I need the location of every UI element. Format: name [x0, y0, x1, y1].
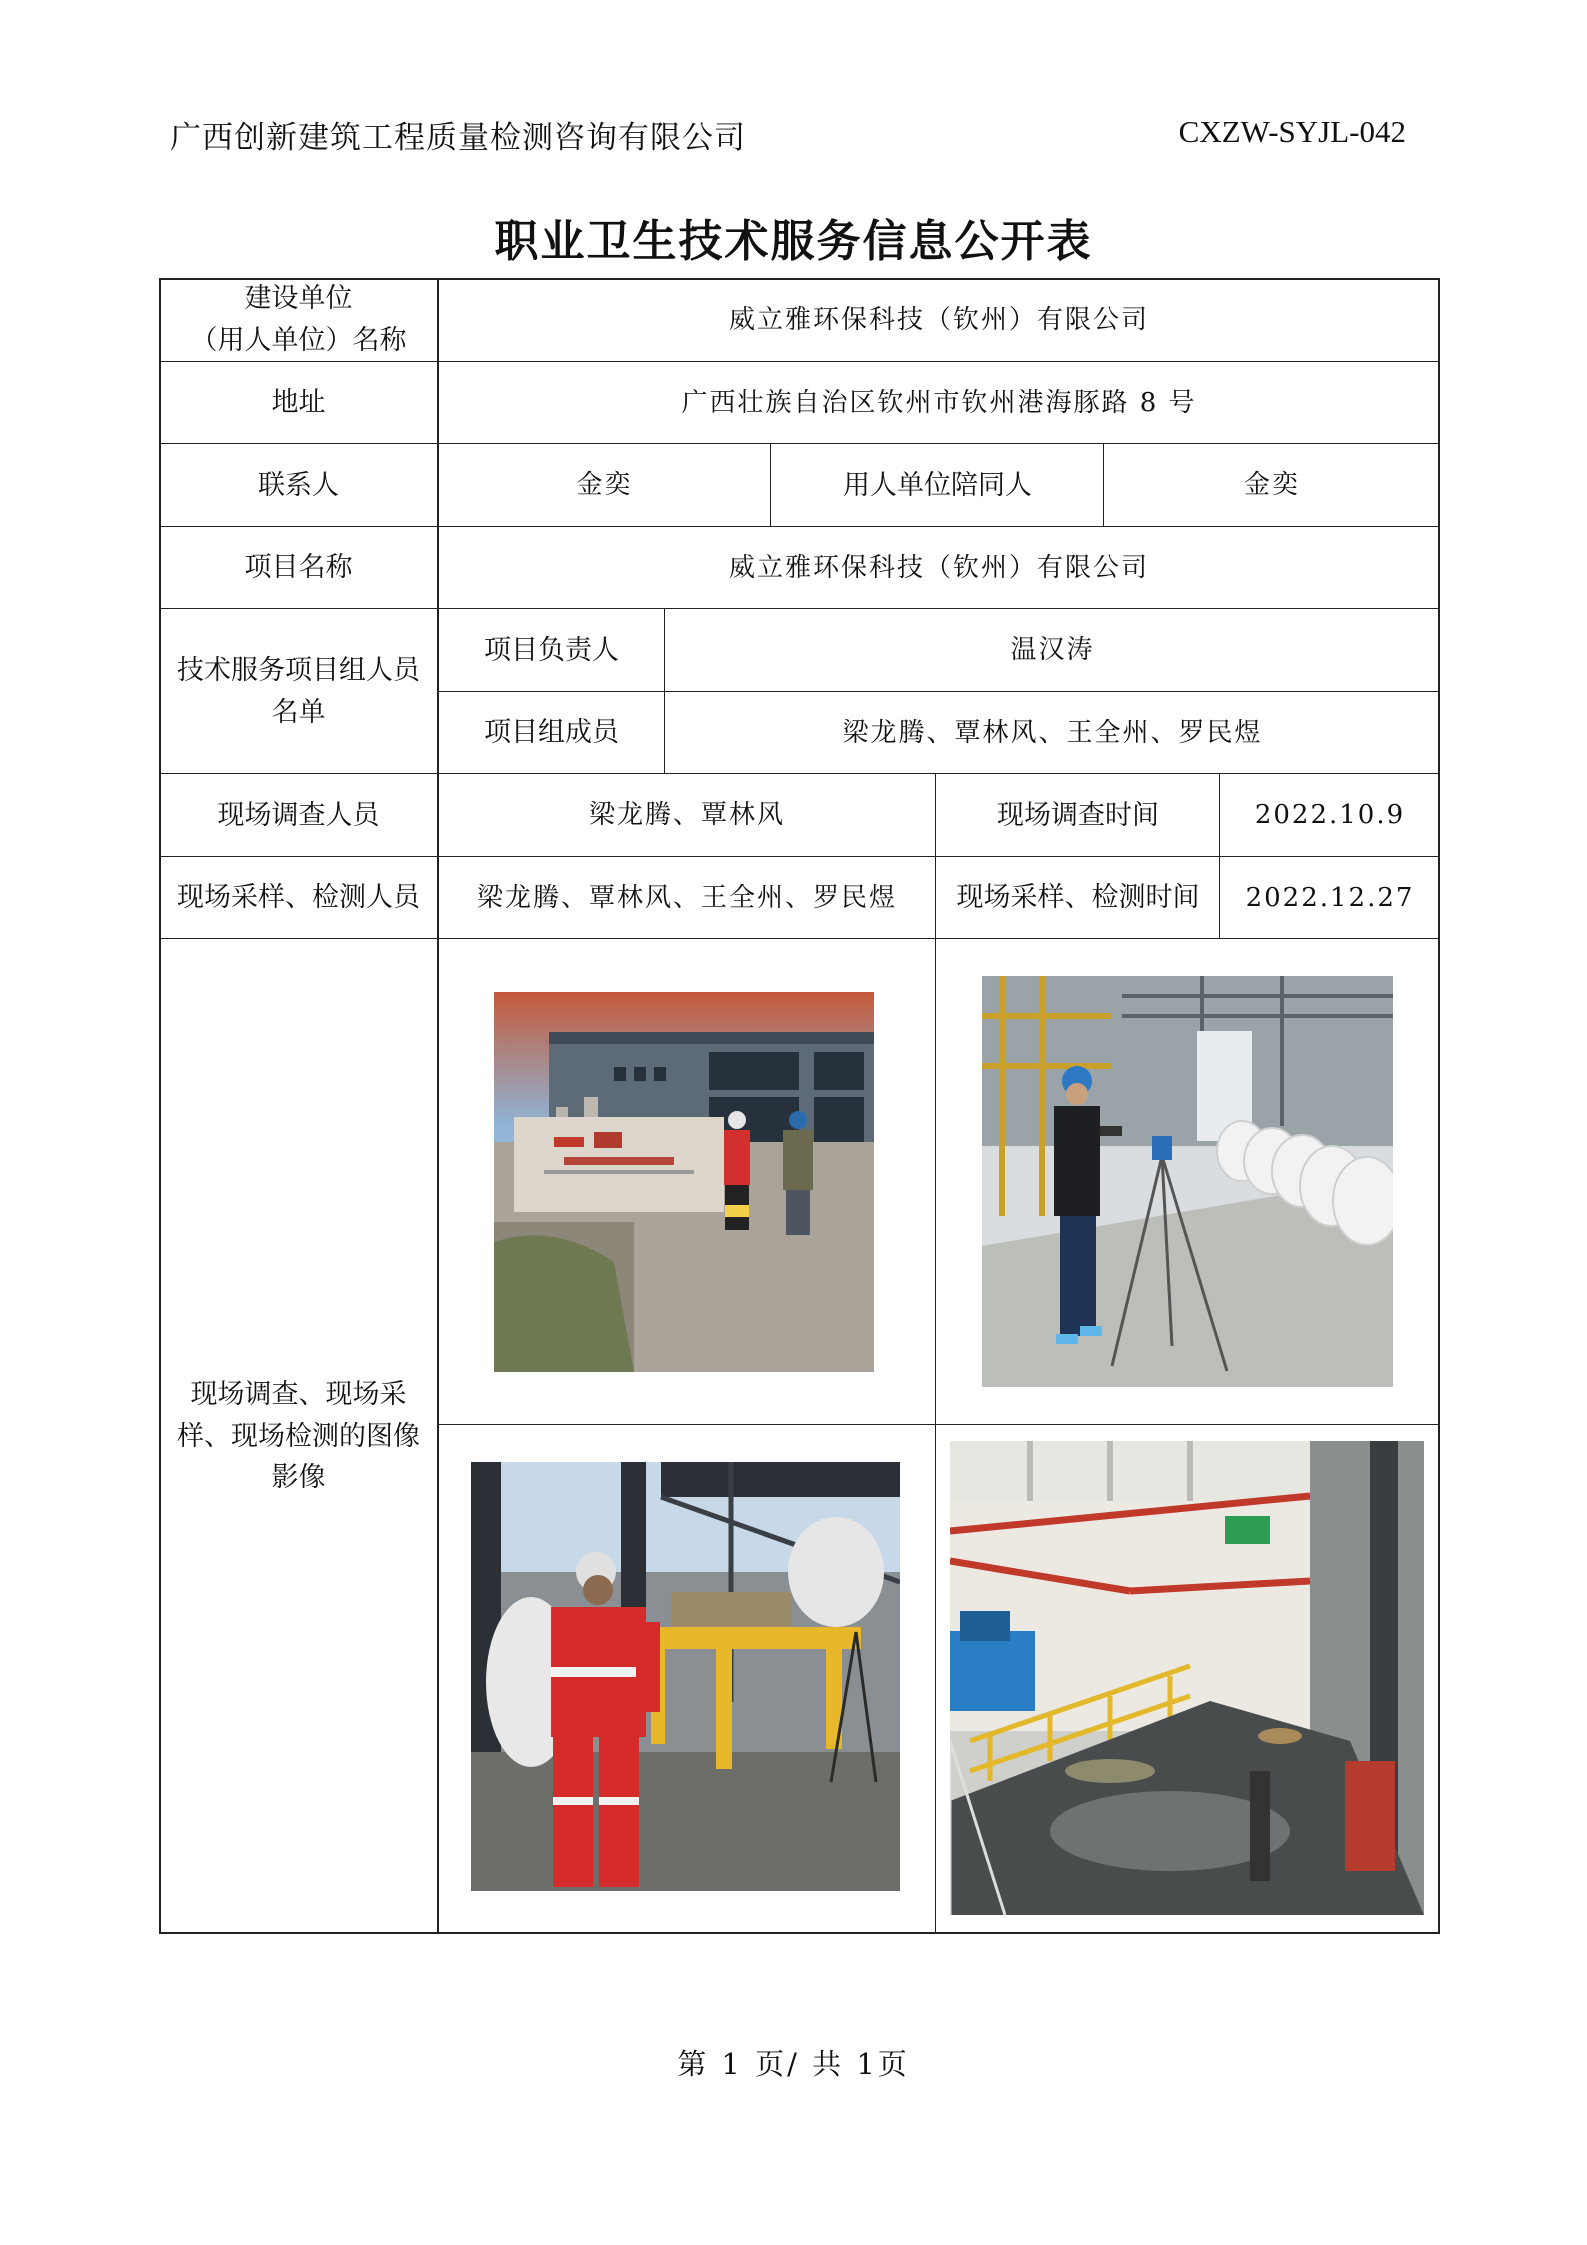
survey-time-value: 2022.10.9: [1254, 800, 1406, 831]
address-label: 地址: [271, 387, 326, 419]
unit-name-label: 建设单位 （用人单位）名称: [190, 283, 407, 356]
escort-value: 金奕: [1243, 470, 1300, 501]
escort-label: 用人单位陪同人: [843, 469, 1032, 501]
site-photo-sampling-worker: [471, 1462, 900, 1891]
survey-staff-label: 现场调查人员: [217, 799, 380, 831]
contact-value: 金奕: [576, 470, 633, 501]
project-leader-label: 项目负责人: [484, 634, 619, 666]
company-name: 广西创新建筑工程质量检测咨询有限公司: [170, 120, 746, 156]
contact-label: 联系人: [258, 469, 339, 501]
sampling-time-value: 2022.12.27: [1245, 882, 1415, 913]
info-table: [159, 278, 1440, 1934]
sampling-time-label: 现场采样、检测时间: [956, 882, 1200, 914]
unit-name-value: 威立雅环保科技（钦州）有限公司: [728, 304, 1149, 335]
team-members-label: 项目组成员: [484, 717, 619, 749]
sampling-staff-value: 梁龙腾、覃林风、王全州、罗民煜: [476, 882, 897, 913]
project-name-value: 威立雅环保科技（钦州）有限公司: [728, 552, 1149, 583]
project-name-label: 项目名称: [244, 552, 353, 584]
site-images-label: 现场调查、现场采样、现场检测的图像影像: [177, 1378, 420, 1494]
site-photo-warehouse: [982, 976, 1393, 1387]
survey-staff-value: 梁龙腾、覃林风: [588, 800, 785, 831]
sampling-staff-label: 现场采样、检测人员: [177, 882, 420, 914]
page-title: 职业卫生技术服务信息公开表: [494, 216, 1093, 267]
survey-time-label: 现场调查时间: [997, 799, 1159, 831]
col-divider: [935, 938, 936, 1934]
page-number: 第 1 页/ 共 1页: [677, 2047, 910, 2081]
address-value: 广西壮族自治区钦州市钦州港海豚路 8 号: [681, 387, 1197, 418]
team-members-value: 梁龙腾、覃林风、王全州、罗民煜: [842, 717, 1263, 748]
document-code: CXZW-SYJL-042: [1178, 114, 1406, 149]
team-list-label: 技术服务项目组人员名单: [177, 654, 420, 728]
row-divider: [437, 1424, 1440, 1425]
project-leader-value: 温汉涛: [1010, 635, 1095, 666]
site-photo-entrance: [494, 992, 874, 1372]
site-photo-factory-interior: [950, 1441, 1424, 1915]
